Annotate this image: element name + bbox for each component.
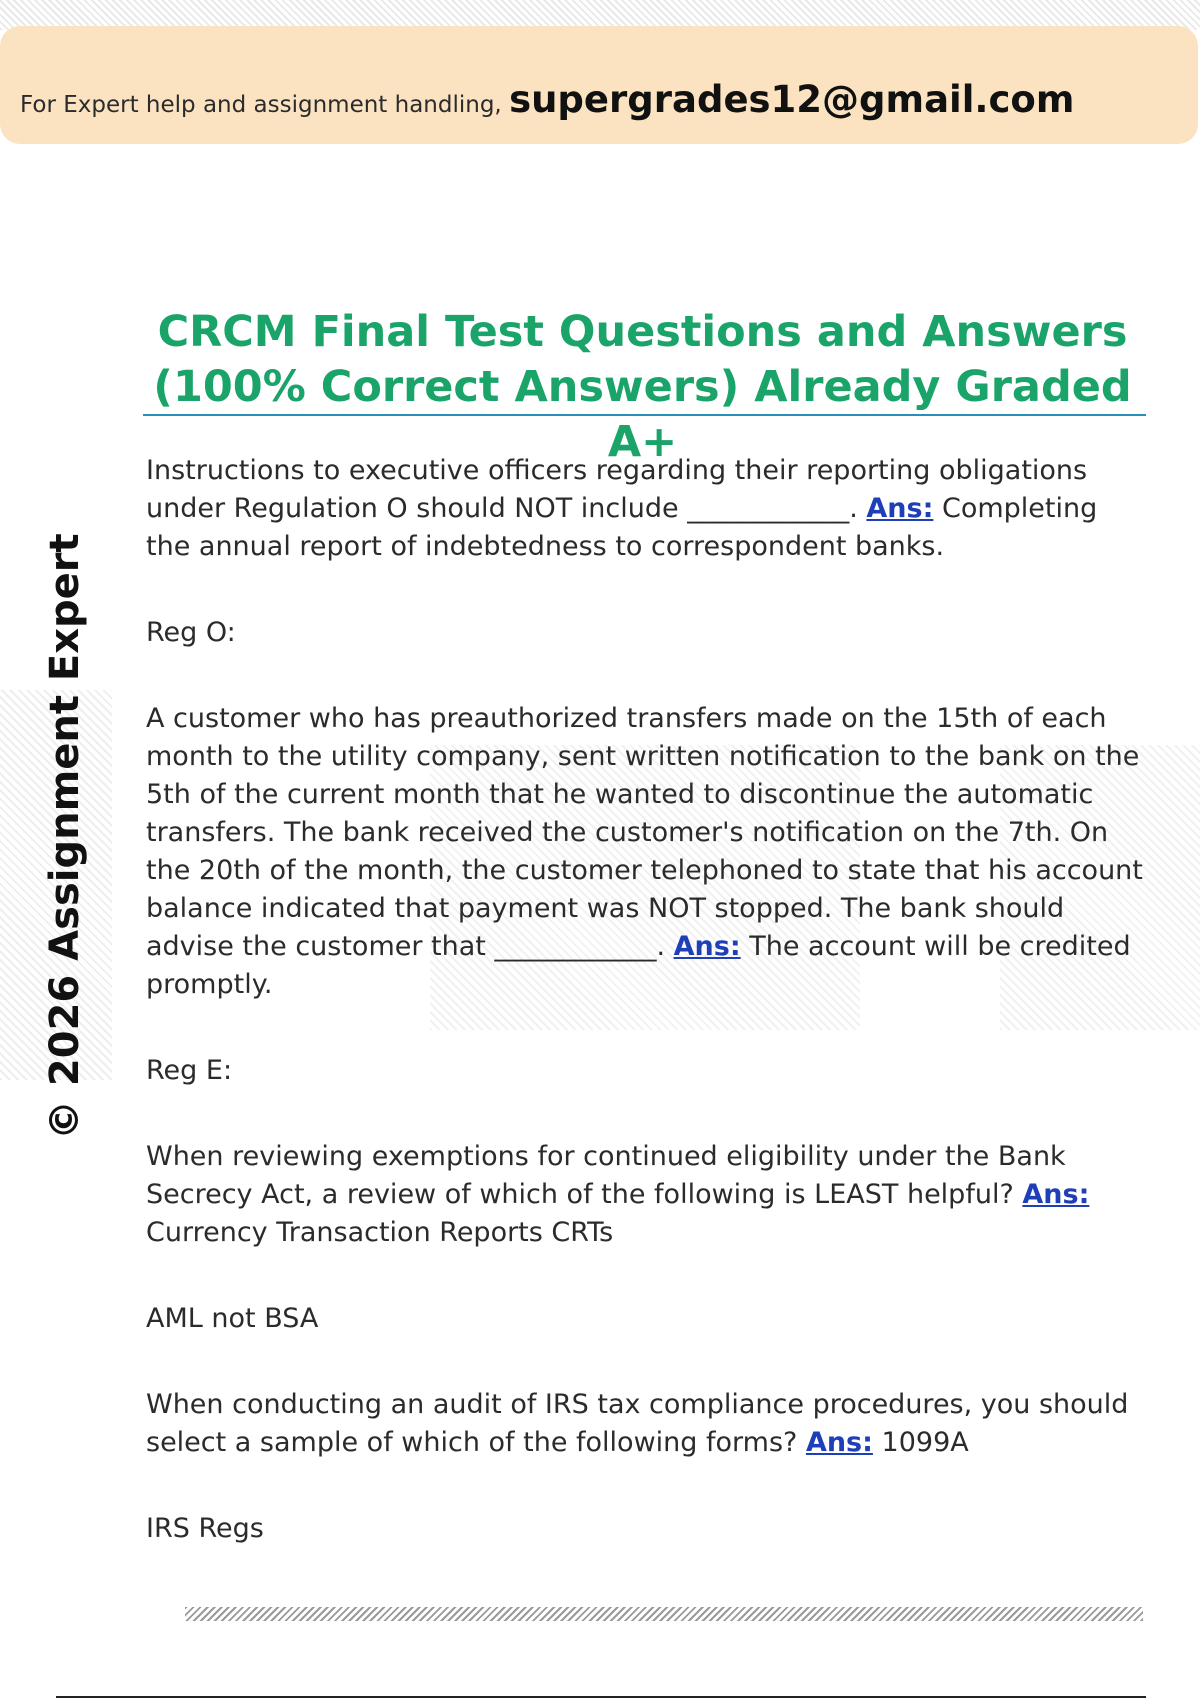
question-text: When reviewing exemptions for continued eligibility under the Bank Secrecy Act, a review of which of the following is LEAST helpful? [146,1141,1066,1210]
answer-link[interactable]: Ans: [1022,1179,1090,1210]
answer-link[interactable]: Ans: [673,931,741,962]
banner-text [20,78,1074,121]
answer-text: 1099A [881,1427,969,1458]
note-paragraph: AML not BSA [146,1303,319,1334]
qa-list [146,452,1146,1596]
question-text: A customer who has preauthorized transfers made on the 15th of each month to the utility company, sent written notification to the bank on the 5th of the current month that he wanted to discontinue the automatic transfers. The bank received the customer's notification on the 7th. On the 20th of the month, the customer telephoned to state that his account balance indicated that payment was NOT stopped. The bank should advise the customer that ____________. [146,703,1143,962]
answer-link[interactable]: Ans: [805,1427,873,1458]
note-paragraph: IRS Regs [146,1513,264,1544]
question-paragraph [146,700,1146,1004]
note-paragraph: Reg O: [146,617,236,648]
zigzag-divider [185,1607,1143,1621]
question-text: When conducting an audit of IRS tax compliance procedures, you should select a sample of which of the following forms? [146,1389,1129,1458]
footer-rule [56,1696,1146,1698]
question-text: Instructions to executive officers regarding their reporting obligations under Regulation O should NOT include ____________. [146,455,1088,524]
banner-prefix: For Expert help and assignment handling, [20,92,502,118]
banner-email[interactable]: supergrades12@gmail.com [509,78,1075,121]
copyright-watermark: © 2026 Assignment Expert [42,533,88,1140]
question-paragraph [146,1138,1146,1252]
question-paragraph [146,1386,1146,1462]
note-paragraph: Reg E: [146,1055,233,1086]
answer-link[interactable]: Ans: [866,493,934,524]
answer-text: The account will be credited promptly. [146,931,1131,1000]
answer-text: Completing the annual report of indebtedness to correspondent banks. [146,493,1098,562]
answer-text: Currency Transaction Reports CRTs [146,1217,614,1248]
page-title: CRCM Final Test Questions and Answers (100% Correct Answers) Already Graded A+ [153,307,1132,467]
question-paragraph [146,452,1146,566]
title-divider [143,414,1146,416]
